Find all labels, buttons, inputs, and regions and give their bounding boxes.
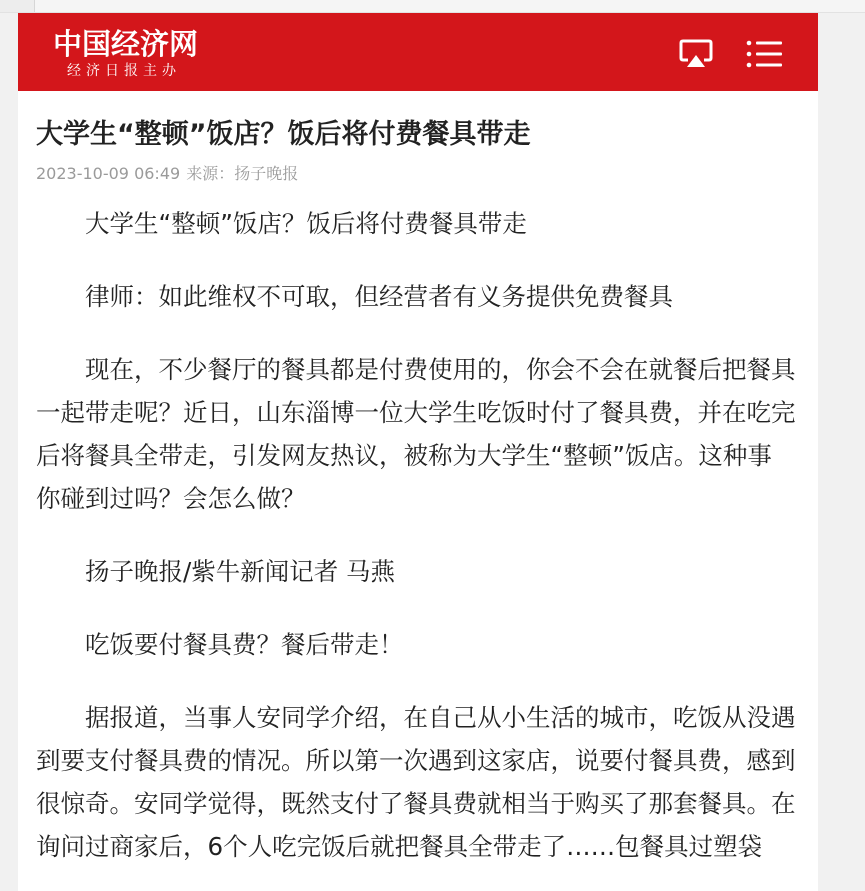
- browser-top-strip: [0, 0, 865, 13]
- logo-main-text: 中国经济网: [53, 27, 199, 61]
- paragraph: 吃饭要付餐具费？餐后带走！: [85, 630, 404, 659]
- article-meta: [36, 163, 796, 185]
- article-title: 大学生“整顿”饭店？饭后将付费餐具带走: [36, 119, 531, 150]
- paragraph: 现在，不少餐厅的餐具都是付费使用的，你会不会在就餐后把餐具一起带走呢？近日，山东淄博一位大学生吃饭时付了餐具费，并在吃完后将餐具全带走，引发网友热议，被称为大学生“整顿”饭店。这种事你碰到过吗？会怎么做？: [36, 355, 796, 513]
- paragraph: 大学生“整顿”饭店？饭后将付费餐具带走: [85, 209, 527, 238]
- paragraph: 扬子晚报/紫牛新闻记者 马燕: [85, 557, 396, 586]
- article-source: 来源：扬子晚报: [186, 164, 299, 183]
- article-page: [18, 13, 818, 891]
- menu-icon[interactable]: [745, 37, 785, 71]
- article-body: [36, 91, 796, 868]
- site-header: [18, 13, 818, 91]
- paragraph: 律师：如此维权不可取，但经营者有义务提供免费餐具: [85, 282, 673, 311]
- publish-date: 2023-10-09 06:49: [36, 164, 181, 183]
- logo-sub-text: 经济日报主办: [67, 63, 181, 79]
- cast-icon[interactable]: [678, 37, 714, 71]
- browser-tab-edge: [0, 0, 35, 12]
- site-logo[interactable]: [53, 28, 198, 80]
- paragraph: 据报道，当事人安同学介绍，在自己从小生活的城市，吃饭从没遇到要支付餐具费的情况。所以第一次遇到这家店，说要付餐具费，感到很惊奇。安同学觉得，既然支付了餐具费就相当于购买了那套餐具。在询问过商家后，6个人吃完饭后就把餐具全带走了……包餐具过塑袋: [36, 703, 796, 861]
